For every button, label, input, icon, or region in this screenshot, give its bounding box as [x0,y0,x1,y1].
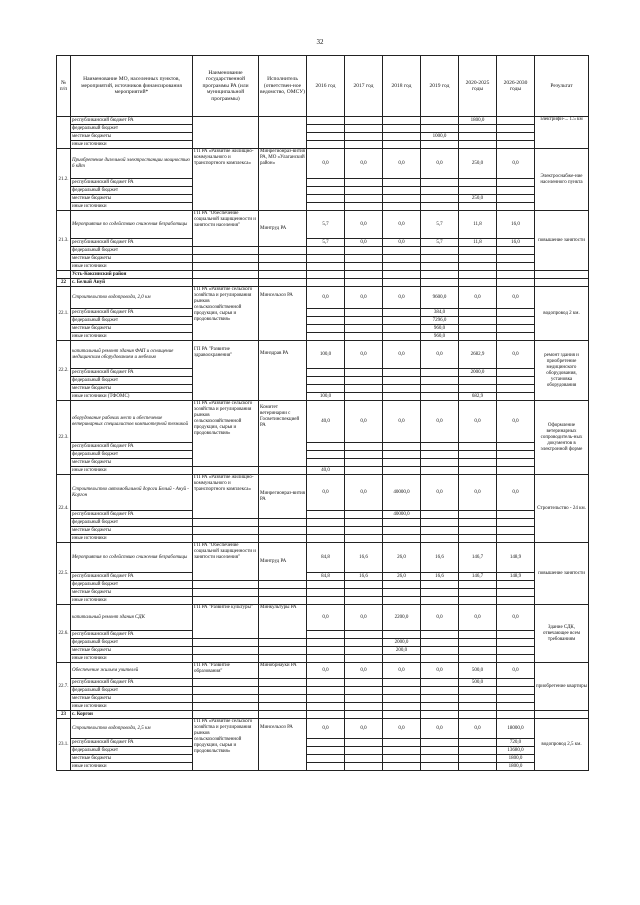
table-row: 22.4. Строительство автомобильной дороги Белый - Ануй - Коргон ГП РА «Развитие жилищно-коммунального и транспортного комплекса» Минрегионраз-вития РА 0,0 0,0 40000,0 0,0 0,0 0,0 Строительство - 24 км. [57,475,589,511]
table-row: республиканский бюджет РА 2000,0 [57,369,589,377]
header-2026-2030: 2026-2030 годы [497,56,535,117]
program-cell: ГП РА «Развитие жилищно-коммунального и транспортного комплекса» [193,149,259,211]
program-cell: ГП РА "Развитие культуры" [193,605,259,639]
table-row: иные источники [57,535,589,543]
settlement-title: с. Белый Ануй [71,279,193,287]
table-row: иные источники 40,0 [57,467,589,475]
row-number: 21.2. [57,149,71,211]
row-number: 22.1. [57,287,71,341]
header-name: Наименование МО, населенных пунктов, мероприятий, источников финансирования мероприятий* [71,56,193,117]
executor-cell: Минрегионраз-вития РА, МО «Улаганский район» [259,149,307,211]
program-cell: ГП РА «Развитие жилищно-коммунального и транспортного комплекса» [193,475,259,519]
table-row: республиканский бюджет РА 5,7 0,0 0,0 5,7 11,8 16,0 [57,239,589,247]
measure-name: Приобретение дизельной электростанции мощностью 6 кВт [71,149,193,179]
executor-cell: Минтруд РА [259,211,307,247]
header-2019: 2019 год [421,56,459,117]
table-row: республиканский бюджет РА 720,0 [57,739,589,747]
table-row: федеральный бюджет [57,451,589,459]
page-number: 32 [316,38,324,46]
executor-cell: Минрегионраз-вития РА [259,475,307,519]
table-row: 21.2. Приобретение дизельной электростанции мощностью 6 кВт ГП РА «Развитие жилищно-коммунального и транспортного комплекса» Минрегионраз-вития РА, МО «Улаганский район» 0,0 0,0 0,0 0,0 250,0 0,0 Электроснабже-ние населенного пункта [57,149,589,179]
program-cell: ГП РА «Развитие сельского хозяйства и регулирования рынков сельскохозяйственной продукции, сырья и продовольствия» [193,401,259,467]
district-title: Усть-Коксинский район [71,271,193,279]
row-number: 22.6. [57,605,71,663]
table-row: иные источники [57,655,589,663]
header-executor: Исполнитель (ответствен-ное ведомство, ОМСУ) [259,56,307,117]
table-row: иные источники 960,0 [57,333,589,341]
row-number: 22.4. [57,475,71,543]
table-row: федеральный бюджет [57,519,589,527]
table-row: местные бюджеты [57,385,589,393]
table-row: федеральный бюджет [57,187,589,195]
table-row: республиканский бюджет РА 40000,0 [57,511,589,519]
result-cell: водопровод 2 км. [535,287,589,341]
table-row: местные бюджеты 1800,0 [57,755,589,763]
program-cell: ГП РА «Развитие сельского хозяйства и регулирования рынков сельскохозяйственной продукции, сырья и продовольствия» [193,287,259,341]
result-cell: ремонт здания и приобретение медицинского оборудования, установка оборудования [535,341,589,401]
result-cell: электрифи-... 1.5 км [535,117,589,149]
measure-name: Обеспечение жильем учителей [71,663,193,679]
executor-cell: Комитет ветеринарии с Госветинспекцией РА [259,401,307,467]
table-row: республиканский бюджет РА [57,443,589,451]
table-row: иные источники (ТФОМС) 100,0 682,9 [57,393,589,401]
measure-name: Мероприятия по содействию снижения безработицы [71,543,193,573]
table-row: федеральный бюджет [57,687,589,695]
table-row: местные бюджеты [57,255,589,263]
table-row: 22.5. Мероприятия по содействию снижения безработицы ГП РА "Обеспечение социальной защищенности и занятости населения" Минтруд РА 84,8 16,6 26,0 16,6 146,7 148,9 повышение занятости [57,543,589,573]
row-number: 23 [57,711,71,719]
header-result: Результат [535,56,589,117]
program-cell: ГП РА "Обеспечение социальной защищенности и занятости населения" [193,543,259,581]
table-row: республиканский бюджет РА 84,8 16,6 26,0 16,6 146,7 148,9 [57,573,589,581]
row-number: 22.5. [57,543,71,605]
table-row: федеральный бюджет [57,581,589,589]
result-cell: повышение занятости [535,211,589,271]
result-cell: приобретение квартиры [535,663,589,711]
table-row: федеральный бюджет 7296,0 [57,317,589,325]
table-row: 22.2. капитальный ремонт здания ФАП и оснащение медицинским оборудованием и мебелью ГП РА "Развитие здравоохранения" Минздрав РА 100,0 0,0 0,0 0,0 2682,9 0,0 ремонт здания и приобретение медицинского оборудования, установка оборудования [57,341,589,369]
table-row: иные источники [57,263,589,271]
table-row: местные бюджеты 960,0 [57,325,589,333]
table-row: федеральный бюджет [57,377,589,385]
table-row: местные бюджеты [57,589,589,597]
table-row: иные источники [57,141,589,149]
executor-cell: Минобрнауки РА [259,663,307,679]
table-row: местные бюджеты [57,459,589,467]
header-num: № п/п [57,56,71,117]
header-2016: 2016 год [307,56,345,117]
table-row: местные бюджеты 200,0 [57,647,589,655]
program-cell: ГП РА "Развитие образования" [193,663,259,679]
settlement-title: с. Коргон [71,711,193,719]
row-number: 22.7. [57,663,71,711]
result-cell: Оформление ветеринарных сопроводитель-ных документов в электронной форме [535,401,589,475]
table-row: местные бюджеты 1000,0 [57,133,589,141]
header-2018: 2018 год [383,56,421,117]
table-row: иные источники [57,597,589,605]
row-number: 23.1. [57,719,71,771]
row-number: 22.2. [57,341,71,401]
table-row: 22.3. оборудование рабочих мест и обеспечение ветеринарных специалистов компьютерной техникой ГП РА «Развитие сельского хозяйства и регулирования рынков сельскохозяйственной продукции, сырья и продовольствия» Комитет ветеринарии с Госветинспекцией РА 40,0 0,0 0,0 0,0 0,0 0,0 Оформление ветеринарных сопроводитель-ных документов в электронной форме [57,401,589,443]
table-row: 22.1. Строительство водопровода, 2,0 км ГП РА «Развитие сельского хозяйства и регулирования рынков сельскохозяйственной продукции, сырья и продовольствия» Минсельхоз РА 0,0 0,0 0,0 9600,0 0,0 0,0 водопровод 2 км. [57,287,589,309]
table-row: 22.6. капитальный ремонт здания СДК ГП РА "Развитие культуры" Минкультуры РА 0,0 0,0 2200,0 0,0 0,0 0,0 Здание СДК, отвечающее всем требованиям [57,605,589,631]
header-2017: 2017 год [345,56,383,117]
row-number: 21.3. [57,211,71,271]
table-row: республиканский бюджет РА [57,179,589,187]
measure-name: оборудование рабочих мест и обеспечение ветеринарных специалистов компьютерной техникой [71,401,193,443]
executor-cell: Минздрав РА [259,341,307,401]
executor-cell: Минсельхоз РА [259,719,307,771]
table-row: республиканский бюджет РА [57,631,589,639]
measure-name: Строительство водопровода, 2,0 км [71,287,193,309]
table-row: 23.1. Строительство водопровода, 2,5 км ГП РА «Развитие сельского хозяйства и регулирования рынков сельскохозяйственной продукции, сырья и продовольствия» Минсельхоз РА 0,0 0,0 0,0 0,0 0,0 18000,0 водопровод 2,5 км. [57,719,589,739]
table-row: республиканский бюджет РА 500,0 [57,679,589,687]
header-2020-2025: 2020-2025 годы [459,56,497,117]
result-cell: повышение занятости [535,543,589,605]
table-row: местные бюджеты [57,527,589,535]
executor-cell: Минтруд РА [259,543,307,581]
program-cell: ГП РА «Развитие сельского хозяйства и регулирования рынков сельскохозяйственной продукции, сырья и продовольствия» [193,719,259,771]
executor-cell: Минкультуры РА [259,605,307,639]
table-row: 21.3. Мероприятия по содействию снижения безработицы ГП РА "Обеспечение социальной защищенности и занятости населения" Минтруд РА 5,7 0,0 0,0 5,7 11,8 16,0 повышение занятости [57,211,589,239]
settlement-row [57,711,589,719]
result-cell: Здание СДК, отвечающее всем требованиям [535,605,589,663]
table-header [57,56,589,117]
table-row: федеральный бюджет [57,125,589,133]
measure-name: капитальный ремонт здания ФАП и оснащение медицинским оборудованием и мебелью [71,341,193,369]
measure-name: Мероприятия по содействию снижения безработицы [71,211,193,239]
measure-name: Строительство водопровода, 2,5 км [71,719,193,739]
measure-name: капитальный ремонт здания СДК [71,605,193,631]
settlement-row [57,279,589,287]
table-row: 22.7. Обеспечение жильем учителей ГП РА "Развитие образования" Минобрнауки РА 0,0 0,0 0,0 0,0 500,0 0,0 приобретение квартиры [57,663,589,679]
result-cell: водопровод 2,5 км. [535,719,589,771]
district-row [57,271,589,279]
row-number: 22 [57,279,71,287]
table-row: республиканский бюджет РА 384,0 [57,309,589,317]
table-row: иные источники [57,203,589,211]
result-cell: Строительство - 24 км. [535,475,589,543]
executor-cell: Минсельхоз РА [259,287,307,341]
table-row: иные источники 1800,0 [57,763,589,771]
table-row: федеральный бюджет 2000,0 [57,639,589,647]
header-program: Наименование государственной программы РА (или муниципальной программы) [193,56,259,117]
measure-name: Строительство автомобильной дороги Белый - Ануй - Коргон [71,475,193,511]
program-table [56,55,589,771]
table-row: местные бюджеты [57,695,589,703]
table-row: местные бюджеты 250,0 [57,195,589,203]
table-row: федеральный бюджет [57,247,589,255]
table-row: республиканский бюджет РА 1800,0 электрифи-... 1.5 км [57,117,589,125]
program-cell: ГП РА "Обеспечение социальной защищенности и занятости населения" [193,211,259,247]
row-number: 22.3. [57,401,71,475]
table-row: федеральный бюджет 13680,0 [57,747,589,755]
table-row: иные источники [57,703,589,711]
program-cell: ГП РА "Развитие здравоохранения" [193,341,259,401]
result-cell: Электроснабже-ние населенного пункта [535,149,589,211]
